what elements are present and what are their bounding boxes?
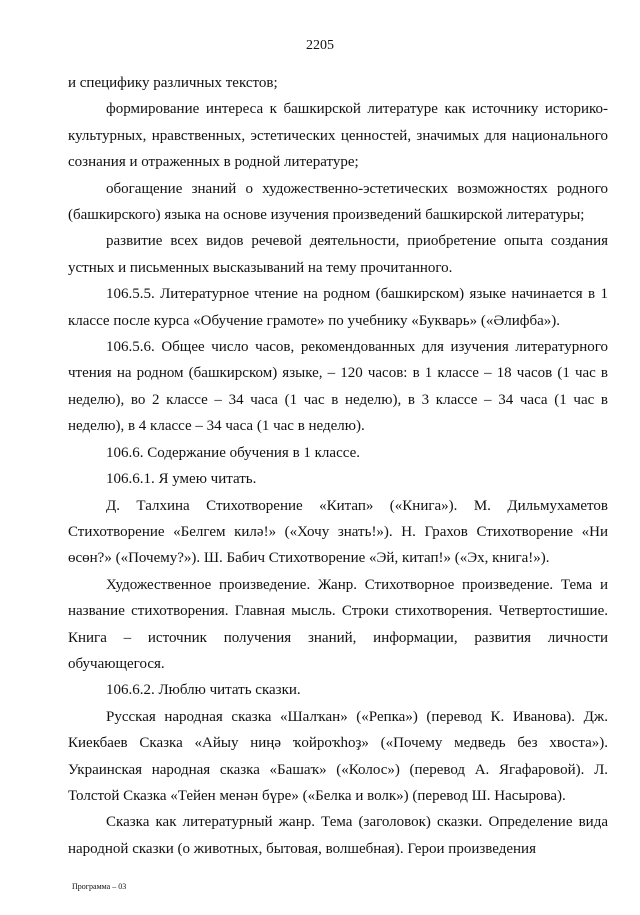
paragraph-106-6: 106.6. Содержание обучения в 1 классе. [106, 444, 360, 461]
paragraph-speech-development: развитие всех видов речевой деятельности, приобретение опыта создания устных и письменных высказываний на тему прочитанного. [68, 233, 608, 276]
body-text [68, 70, 608, 862]
paragraph-knowledge-enrichment: обогащение знаний о художественно-эстетических возможностях родного (башкирского) языка на основе изучения произведений башкирской литературы; [68, 180, 608, 224]
paragraph-106-5-5: 106.5.5. Литературное чтение на родном (башкирском) языке начинается в 1 классе после курса «Обучение грамоте» по учебнику «Букварь» («Әлифба»). [68, 286, 608, 329]
paragraph-interest-formation: формирование интереса к башкирской литературе как источнику историко-культурных, нравственных, эстетических ценностей, значимых для национального сознания и отраженных в родной литературе; [68, 101, 608, 171]
page-footer: Программа – 03 [72, 882, 127, 891]
paragraph-continuation: и специфику различных текстов; [68, 75, 278, 91]
paragraph-reading-list-2: Русская народная сказка «Шалҡан» («Репка») (перевод К. Иванова). Дж. Киекбаев Сказка «Айыу ниңә ҡойроҡһоҙ» («Почему медведь без хвоста»). Украинская народная сказка «Башаҡ» («Колос») (перевод А. Ягафаровой). Л. Толстой Сказка «Тейен менән бүре» («Белка и волк») (перевод Ш. Насырова). [68, 708, 608, 804]
paragraph-reading-list-1: Д. Талхина Стихотворение «Китап» («Книга»). М. Дильмухаметов Стихотворение «Белгем килә!» («Хочу знать!»). Н. Грахов Стихотворение «Ни өсөн?» («Почему?»). Ш. Бабич Стихотворение «Эй, китап!» («Эх, книга!»). [68, 497, 608, 567]
page-number: 2205 [306, 38, 334, 53]
paragraph-106-5-6: 106.5.6. Общее число часов, рекомендованных для изучения литературного чтения на родном (башкирском) языке, – 120 часов: в 1 классе – 18 часов (1 час в неделю), во 2 классе – 34 часа (1 час в неделю), в 3 классе – 34 часа (1 час в неделю), в 4 классе – 34 часа (1 час в неделю). [68, 339, 608, 435]
paragraph-106-6-2: 106.6.2. Люблю читать сказки. [106, 682, 301, 699]
paragraph-theory-2: Сказка как литературный жанр. Тема (заголовок) сказки. Определение вида народной сказки (о животных, бытовая, волшебная). Герои произведения [68, 814, 608, 857]
paragraph-theory-1: Художественное произведение. Жанр. Стихотворное произведение. Тема и название стихотворения. Главная мысль. Строки стихотворения. Четвертостишие. Книга – источник получения знаний, информации, развития личности обучающегося. [68, 576, 608, 672]
paragraph-106-6-1: 106.6.1. Я умею читать. [106, 471, 257, 488]
